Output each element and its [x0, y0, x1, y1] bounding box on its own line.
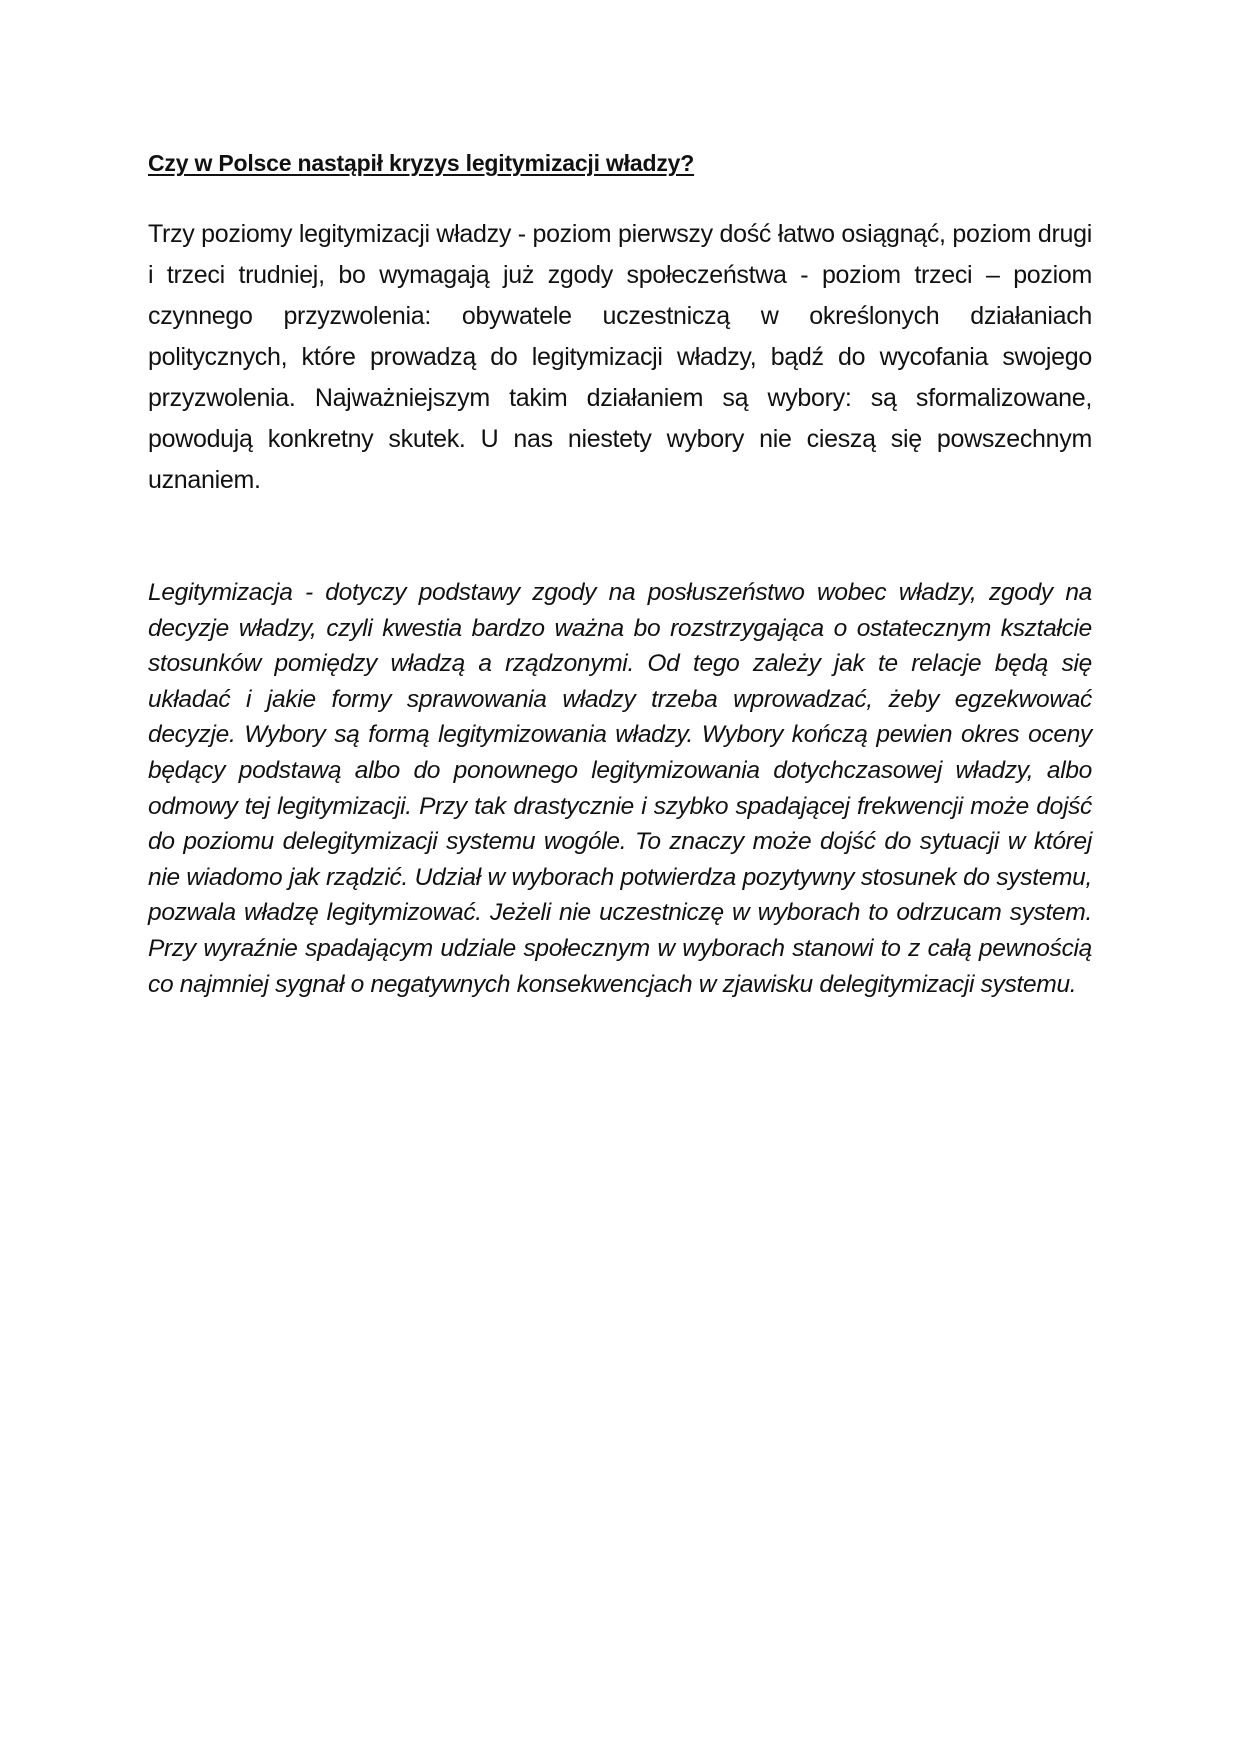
paragraph-legitimization: Legitymizacja - dotyczy podstawy zgody na posłuszeństwo wobec władzy, zgody na decyzje władzy, czyli kwestia bardzo ważna bo rozstrzygająca o ostatecznym kształcie stosunków pomiędzy władzą a rządzonymi. Od tego zależy jak te relacje będą się układać i jakie formy sprawowania władzy trzeba wprowadzać, żeby egzekwować decyzje. Wybory są formą legitymizowania władzy. Wybory kończą pewien okres oceny będący podstawą albo do ponownego legitymizowania dotychczasowej władzy, albo odmowy tej legitymizacji. Przy tak drastycznie i szybko spadającej frekwencji może dojść do poziomu delegitymizacji systemu wogóle. To znaczy może dojść do sytuacji w której nie wiadomo jak rządzić. Udział w wyborach potwierdza pozytywny stosunek do systemu, pozwala władzę legitymizować. Jeżeli nie uczestniczę w wyborach to odrzucam system. Przy wyraźnie spadającym udziale społecznym w wyborach stanowi to z całą pewnością co najmniej sygnał o negatywnych konsekwencjach w zjawisku delegitymizacji systemu.	[148, 579, 1092, 998]
document-title: Czy w Polsce nastąpił kryzys legitymizacji władzy?	[148, 150, 695, 176]
paragraph-intro: Trzy poziomy legitymizacji władzy - poziom pierwszy dość łatwo osiągnąć, poziom drugi i trzeci trudniej, bo wymagają już zgody społeczeństwa - poziom trzeci – poziom czynnego przyzwolenia: obywatele uczestniczą w określonych działaniach politycznych, które prowadzą do legitymizacji władzy, bądź do wycofania swojego przyzwolenia. Najważniejszym takim działaniem są wybory: są sformalizowane, powodują konkretny skutek. U nas niestety wybory nie cieszą się powszechnym uznaniem.	[148, 220, 1092, 494]
document-body	[148, 146, 1092, 1002]
